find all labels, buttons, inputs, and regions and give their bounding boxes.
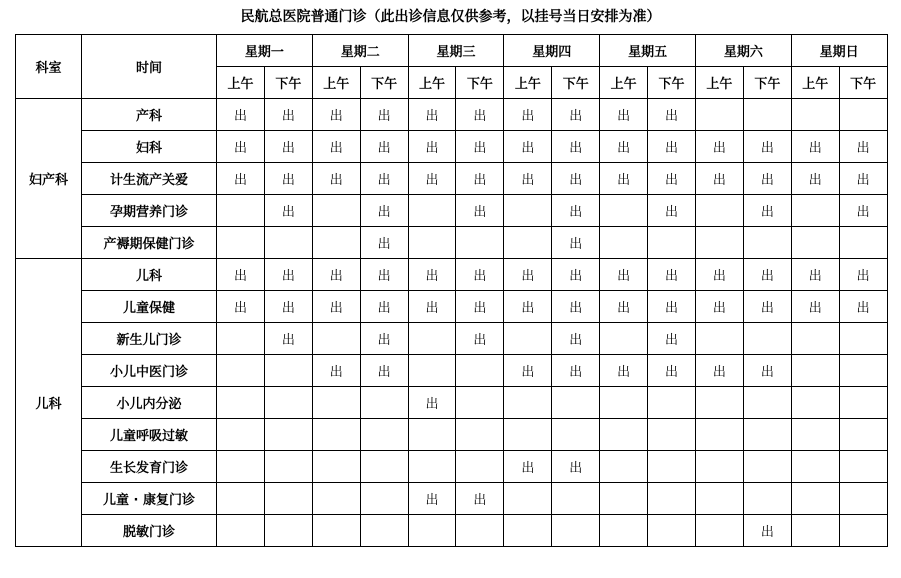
header-am: 上午 xyxy=(504,67,552,99)
header-pm: 下午 xyxy=(552,67,600,99)
schedule-cell: 出 xyxy=(552,323,600,355)
schedule-cell xyxy=(408,355,456,387)
table-row xyxy=(16,99,888,131)
clinic-name-cell: 新生儿门诊 xyxy=(82,323,217,355)
schedule-cell xyxy=(552,483,600,515)
schedule-cell xyxy=(695,419,743,451)
header-day: 星期六 xyxy=(695,35,791,67)
table-row xyxy=(16,419,888,451)
header-day: 星期四 xyxy=(504,35,600,67)
schedule-cell xyxy=(264,227,312,259)
schedule-cell: 出 xyxy=(600,355,648,387)
header-day: 星期日 xyxy=(791,35,887,67)
schedule-cell: 出 xyxy=(504,355,552,387)
schedule-cell: 出 xyxy=(408,163,456,195)
schedule-cell: 出 xyxy=(600,291,648,323)
clinic-name-cell: 产褥期保健门诊 xyxy=(82,227,217,259)
schedule-cell: 出 xyxy=(312,259,360,291)
header-pm: 下午 xyxy=(648,67,696,99)
schedule-cell xyxy=(217,355,265,387)
schedule-cell xyxy=(648,387,696,419)
schedule-cell: 出 xyxy=(648,355,696,387)
header-am: 上午 xyxy=(217,67,265,99)
table-row xyxy=(16,131,888,163)
header-pm: 下午 xyxy=(839,67,887,99)
schedule-cell xyxy=(839,483,887,515)
schedule-cell: 出 xyxy=(552,99,600,131)
schedule-cell xyxy=(743,99,791,131)
table-row xyxy=(16,483,888,515)
schedule-cell xyxy=(743,451,791,483)
schedule-cell: 出 xyxy=(695,355,743,387)
schedule-cell: 出 xyxy=(648,259,696,291)
schedule-cell xyxy=(217,419,265,451)
schedule-cell xyxy=(695,515,743,547)
schedule-cell: 出 xyxy=(695,291,743,323)
schedule-cell xyxy=(456,515,504,547)
schedule-cell xyxy=(839,355,887,387)
schedule-cell: 出 xyxy=(743,163,791,195)
schedule-cell xyxy=(600,483,648,515)
clinic-name-cell: 儿童 · 康复门诊 xyxy=(82,483,217,515)
schedule-cell: 出 xyxy=(360,195,408,227)
schedule-cell: 出 xyxy=(456,291,504,323)
schedule-cell xyxy=(552,387,600,419)
schedule-cell: 出 xyxy=(552,451,600,483)
schedule-cell: 出 xyxy=(456,323,504,355)
header-day: 星期五 xyxy=(600,35,696,67)
schedule-cell: 出 xyxy=(695,131,743,163)
schedule-cell xyxy=(839,419,887,451)
schedule-cell xyxy=(264,451,312,483)
header-time: 时间 xyxy=(82,35,217,99)
header-am: 上午 xyxy=(791,67,839,99)
table-row xyxy=(16,355,888,387)
schedule-cell: 出 xyxy=(504,291,552,323)
schedule-cell: 出 xyxy=(504,451,552,483)
header-row-days xyxy=(16,35,888,67)
schedule-cell: 出 xyxy=(648,323,696,355)
schedule-cell: 出 xyxy=(743,355,791,387)
schedule-cell xyxy=(743,227,791,259)
schedule-cell xyxy=(504,387,552,419)
clinic-name-cell: 产科 xyxy=(82,99,217,131)
schedule-cell: 出 xyxy=(600,99,648,131)
schedule-cell xyxy=(360,419,408,451)
schedule-cell: 出 xyxy=(552,163,600,195)
schedule-cell: 出 xyxy=(600,259,648,291)
schedule-cell xyxy=(456,387,504,419)
schedule-cell xyxy=(791,515,839,547)
schedule-cell: 出 xyxy=(504,163,552,195)
clinic-name-cell: 妇科 xyxy=(82,131,217,163)
schedule-cell: 出 xyxy=(648,131,696,163)
clinic-name-cell: 儿童呼吸过敏 xyxy=(82,419,217,451)
schedule-cell xyxy=(791,483,839,515)
schedule-cell: 出 xyxy=(217,131,265,163)
clinic-name-cell: 脱敏门诊 xyxy=(82,515,217,547)
schedule-cell xyxy=(839,323,887,355)
schedule-cell: 出 xyxy=(743,291,791,323)
dept-cell: 妇产科 xyxy=(16,99,82,259)
schedule-cell: 出 xyxy=(408,483,456,515)
header-pm: 下午 xyxy=(743,67,791,99)
schedule-cell: 出 xyxy=(217,99,265,131)
schedule-cell xyxy=(312,483,360,515)
schedule-cell xyxy=(504,323,552,355)
table-row xyxy=(16,259,888,291)
schedule-cell xyxy=(360,515,408,547)
schedule-cell: 出 xyxy=(360,323,408,355)
schedule-cell: 出 xyxy=(456,195,504,227)
schedule-cell: 出 xyxy=(504,131,552,163)
schedule-cell xyxy=(504,419,552,451)
schedule-cell xyxy=(217,227,265,259)
schedule-cell xyxy=(217,387,265,419)
schedule-cell xyxy=(600,387,648,419)
schedule-cell xyxy=(743,419,791,451)
schedule-cell: 出 xyxy=(552,355,600,387)
schedule-cell: 出 xyxy=(552,195,600,227)
header-pm: 下午 xyxy=(456,67,504,99)
clinic-name-cell: 生长发育门诊 xyxy=(82,451,217,483)
schedule-cell: 出 xyxy=(264,131,312,163)
clinic-name-cell: 孕期营养门诊 xyxy=(82,195,217,227)
schedule-cell: 出 xyxy=(264,163,312,195)
schedule-cell xyxy=(504,483,552,515)
schedule-cell xyxy=(360,451,408,483)
schedule-cell: 出 xyxy=(791,131,839,163)
schedule-cell xyxy=(312,387,360,419)
header-pm: 下午 xyxy=(360,67,408,99)
schedule-cell: 出 xyxy=(791,259,839,291)
schedule-cell: 出 xyxy=(217,163,265,195)
schedule-cell xyxy=(600,195,648,227)
schedule-cell: 出 xyxy=(695,259,743,291)
schedule-cell xyxy=(264,419,312,451)
schedule-cell: 出 xyxy=(648,291,696,323)
schedule-cell: 出 xyxy=(504,259,552,291)
schedule-cell: 出 xyxy=(552,291,600,323)
schedule-cell: 出 xyxy=(217,259,265,291)
schedule-cell: 出 xyxy=(600,131,648,163)
schedule-cell xyxy=(217,451,265,483)
schedule-cell: 出 xyxy=(743,515,791,547)
header-dept: 科室 xyxy=(16,35,82,99)
schedule-cell: 出 xyxy=(456,99,504,131)
schedule-cell: 出 xyxy=(360,355,408,387)
schedule-cell: 出 xyxy=(360,227,408,259)
schedule-cell xyxy=(217,515,265,547)
schedule-cell: 出 xyxy=(648,195,696,227)
schedule-cell xyxy=(504,195,552,227)
schedule-cell: 出 xyxy=(504,99,552,131)
schedule-cell xyxy=(408,515,456,547)
schedule-cell xyxy=(456,355,504,387)
schedule-cell xyxy=(648,515,696,547)
schedule-cell: 出 xyxy=(552,131,600,163)
page-title: 民航总医院普通门诊（此出诊信息仅供参考，以挂号当日安排为准） xyxy=(240,9,661,25)
schedule-cell xyxy=(264,483,312,515)
schedule-cell xyxy=(312,419,360,451)
schedule-cell: 出 xyxy=(456,483,504,515)
schedule-cell xyxy=(791,99,839,131)
schedule-cell xyxy=(456,419,504,451)
schedule-cell xyxy=(360,483,408,515)
schedule-body xyxy=(16,99,888,547)
schedule-cell xyxy=(456,227,504,259)
clinic-name-cell: 儿科 xyxy=(82,259,217,291)
schedule-cell xyxy=(504,227,552,259)
schedule-cell xyxy=(695,323,743,355)
dept-cell: 儿科 xyxy=(16,259,82,547)
clinic-schedule-table xyxy=(15,34,888,547)
schedule-cell xyxy=(408,323,456,355)
schedule-cell xyxy=(695,195,743,227)
schedule-cell xyxy=(839,515,887,547)
table-row xyxy=(16,323,888,355)
schedule-cell: 出 xyxy=(312,131,360,163)
schedule-cell xyxy=(743,483,791,515)
schedule-cell xyxy=(791,387,839,419)
table-row xyxy=(16,163,888,195)
schedule-cell xyxy=(360,387,408,419)
table-row xyxy=(16,291,888,323)
header-pm: 下午 xyxy=(264,67,312,99)
table-row xyxy=(16,451,888,483)
schedule-cell: 出 xyxy=(264,291,312,323)
schedule-cell xyxy=(695,387,743,419)
schedule-cell xyxy=(695,227,743,259)
schedule-cell: 出 xyxy=(456,131,504,163)
schedule-cell xyxy=(600,451,648,483)
schedule-cell: 出 xyxy=(264,195,312,227)
clinic-name-cell: 小儿中医门诊 xyxy=(82,355,217,387)
schedule-cell xyxy=(408,419,456,451)
header-am: 上午 xyxy=(408,67,456,99)
schedule-cell xyxy=(312,451,360,483)
schedule-cell: 出 xyxy=(839,259,887,291)
schedule-cell: 出 xyxy=(312,99,360,131)
schedule-cell xyxy=(791,419,839,451)
header-day: 星期一 xyxy=(217,35,313,67)
schedule-cell xyxy=(312,515,360,547)
schedule-cell xyxy=(839,99,887,131)
schedule-cell xyxy=(791,355,839,387)
schedule-cell xyxy=(600,323,648,355)
schedule-cell xyxy=(648,451,696,483)
schedule-cell xyxy=(552,515,600,547)
schedule-cell xyxy=(456,451,504,483)
schedule-cell xyxy=(600,515,648,547)
schedule-cell xyxy=(312,323,360,355)
schedule-cell: 出 xyxy=(408,291,456,323)
schedule-cell xyxy=(312,227,360,259)
clinic-name-cell: 计生流产关爱 xyxy=(82,163,217,195)
schedule-cell xyxy=(217,195,265,227)
schedule-cell: 出 xyxy=(600,163,648,195)
schedule-cell xyxy=(264,355,312,387)
schedule-cell: 出 xyxy=(360,259,408,291)
schedule-cell: 出 xyxy=(360,99,408,131)
schedule-cell xyxy=(839,451,887,483)
schedule-cell xyxy=(791,195,839,227)
schedule-cell: 出 xyxy=(264,99,312,131)
schedule-cell: 出 xyxy=(360,131,408,163)
schedule-cell: 出 xyxy=(552,259,600,291)
schedule-cell xyxy=(791,451,839,483)
header-day: 星期三 xyxy=(408,35,504,67)
header-am: 上午 xyxy=(695,67,743,99)
schedule-cell xyxy=(217,483,265,515)
schedule-cell xyxy=(648,419,696,451)
schedule-cell xyxy=(791,323,839,355)
schedule-cell xyxy=(695,483,743,515)
schedule-cell: 出 xyxy=(648,99,696,131)
schedule-cell xyxy=(648,227,696,259)
schedule-cell: 出 xyxy=(360,163,408,195)
schedule-cell: 出 xyxy=(264,323,312,355)
header-am: 上午 xyxy=(600,67,648,99)
schedule-cell: 出 xyxy=(552,227,600,259)
header-am: 上午 xyxy=(312,67,360,99)
schedule-cell: 出 xyxy=(408,259,456,291)
schedule-cell: 出 xyxy=(839,131,887,163)
schedule-cell xyxy=(408,195,456,227)
schedule-cell: 出 xyxy=(743,131,791,163)
clinic-name-cell: 儿童保健 xyxy=(82,291,217,323)
schedule-cell: 出 xyxy=(791,163,839,195)
header-day: 星期二 xyxy=(312,35,408,67)
schedule-cell xyxy=(552,419,600,451)
schedule-cell xyxy=(743,323,791,355)
clinic-name-cell: 小儿内分泌 xyxy=(82,387,217,419)
schedule-cell xyxy=(839,387,887,419)
table-row xyxy=(16,387,888,419)
schedule-cell: 出 xyxy=(312,355,360,387)
schedule-cell: 出 xyxy=(695,163,743,195)
schedule-cell: 出 xyxy=(312,291,360,323)
schedule-cell: 出 xyxy=(312,163,360,195)
schedule-cell xyxy=(264,387,312,419)
schedule-cell: 出 xyxy=(408,387,456,419)
table-row xyxy=(16,515,888,547)
schedule-cell: 出 xyxy=(408,131,456,163)
schedule-cell: 出 xyxy=(456,163,504,195)
schedule-cell xyxy=(648,483,696,515)
schedule-cell: 出 xyxy=(743,195,791,227)
schedule-cell xyxy=(695,451,743,483)
schedule-cell: 出 xyxy=(791,291,839,323)
schedule-cell xyxy=(695,99,743,131)
table-row xyxy=(16,195,888,227)
schedule-cell xyxy=(839,227,887,259)
schedule-cell xyxy=(743,387,791,419)
schedule-cell: 出 xyxy=(743,259,791,291)
schedule-cell xyxy=(600,419,648,451)
schedule-cell xyxy=(264,515,312,547)
schedule-cell: 出 xyxy=(360,291,408,323)
schedule-cell: 出 xyxy=(839,291,887,323)
schedule-cell xyxy=(217,323,265,355)
schedule-cell: 出 xyxy=(264,259,312,291)
schedule-cell xyxy=(504,515,552,547)
schedule-cell xyxy=(791,227,839,259)
schedule-cell: 出 xyxy=(456,259,504,291)
schedule-cell: 出 xyxy=(217,291,265,323)
schedule-cell xyxy=(600,227,648,259)
schedule-cell xyxy=(312,195,360,227)
table-row xyxy=(16,227,888,259)
schedule-cell: 出 xyxy=(839,195,887,227)
schedule-cell xyxy=(408,451,456,483)
schedule-cell: 出 xyxy=(839,163,887,195)
schedule-cell xyxy=(408,227,456,259)
schedule-cell: 出 xyxy=(408,99,456,131)
schedule-cell: 出 xyxy=(648,163,696,195)
